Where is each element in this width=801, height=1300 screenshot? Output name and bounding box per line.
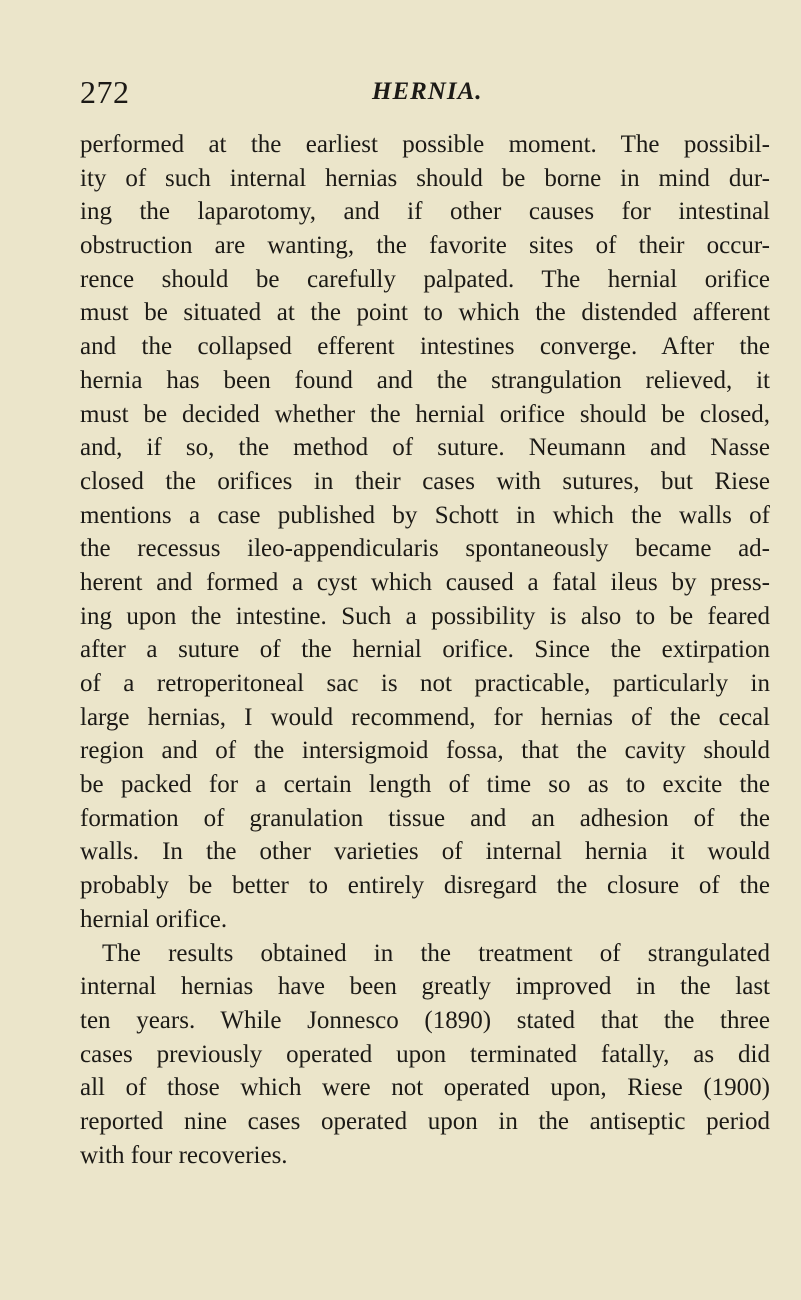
text-line: and, if so, the method of suture. Neumann and Nasse bbox=[80, 434, 770, 462]
text-line: walls. In the other varieties of internal hernia it would bbox=[80, 838, 770, 866]
text-line: probably be better to entirely disregard the closure of the bbox=[80, 872, 770, 900]
text-line: must be decided whether the hernial orifice should be closed, bbox=[80, 400, 770, 428]
text-line: cases previously operated upon terminated fatally, as did bbox=[80, 1040, 770, 1068]
text-line: formation of granulation tissue and an adhesion of the bbox=[80, 804, 770, 832]
text-line: after a suture of the hernial orifice. Since the extirpation bbox=[80, 636, 770, 664]
text-line: all of those which were not operated upon, Riese (1900) bbox=[80, 1074, 770, 1102]
running-head bbox=[80, 72, 770, 112]
text-line: reported nine cases operated upon in the antiseptic period bbox=[80, 1107, 770, 1135]
text-line: mentions a case published by Schott in which the walls of bbox=[80, 501, 770, 529]
body-text bbox=[80, 128, 770, 1172]
text-line: the recessus ileo-appendicularis spontaneously became ad- bbox=[80, 535, 770, 563]
text-line: ity of such internal hernias should be borne in mind dur- bbox=[80, 164, 770, 192]
text-line: obstruction are wanting, the favorite sites of their occur- bbox=[80, 232, 770, 260]
running-title: HERNIA. bbox=[372, 78, 483, 105]
text-line: hernia has been found and the strangulation relieved, it bbox=[80, 366, 770, 394]
text-line: and the collapsed efferent intestines converge. After the bbox=[80, 333, 770, 361]
text-line: herent and formed a cyst which caused a fatal ileus by press- bbox=[80, 568, 770, 596]
text-line: internal hernias have been greatly improved in the last bbox=[80, 973, 770, 1001]
text-line-paragraph-end: with four recoveries. bbox=[80, 1141, 288, 1169]
text-line: ten years. While Jonnesco (1890) stated that the three bbox=[80, 1006, 770, 1034]
text-line: closed the orifices in their cases with sutures, but Riese bbox=[80, 467, 770, 495]
text-line-paragraph-start: The results obtained in the treatment of strangulated bbox=[102, 939, 770, 967]
text-line: ing the laparotomy, and if other causes for intestinal bbox=[80, 198, 770, 226]
text-line-paragraph-end: hernial orifice. bbox=[80, 905, 228, 933]
text-line: performed at the earliest possible moment. The possibil- bbox=[80, 131, 770, 158]
text-line: rence should be carefully palpated. The hernial orifice bbox=[80, 265, 770, 293]
page-number: 272 bbox=[80, 74, 130, 110]
text-line: region and of the intersigmoid fossa, that the cavity should bbox=[80, 737, 770, 765]
text-line: must be situated at the point to which the distended afferent bbox=[80, 299, 770, 327]
text-line: ing upon the intestine. Such a possibility is also to be feared bbox=[80, 602, 770, 630]
text-line: of a retroperitoneal sac is not practicable, particularly in bbox=[80, 670, 770, 697]
text-line: be packed for a certain length of time so as to excite the bbox=[80, 771, 770, 799]
text-line: large hernias, I would recommend, for hernias of the cecal bbox=[80, 703, 770, 731]
